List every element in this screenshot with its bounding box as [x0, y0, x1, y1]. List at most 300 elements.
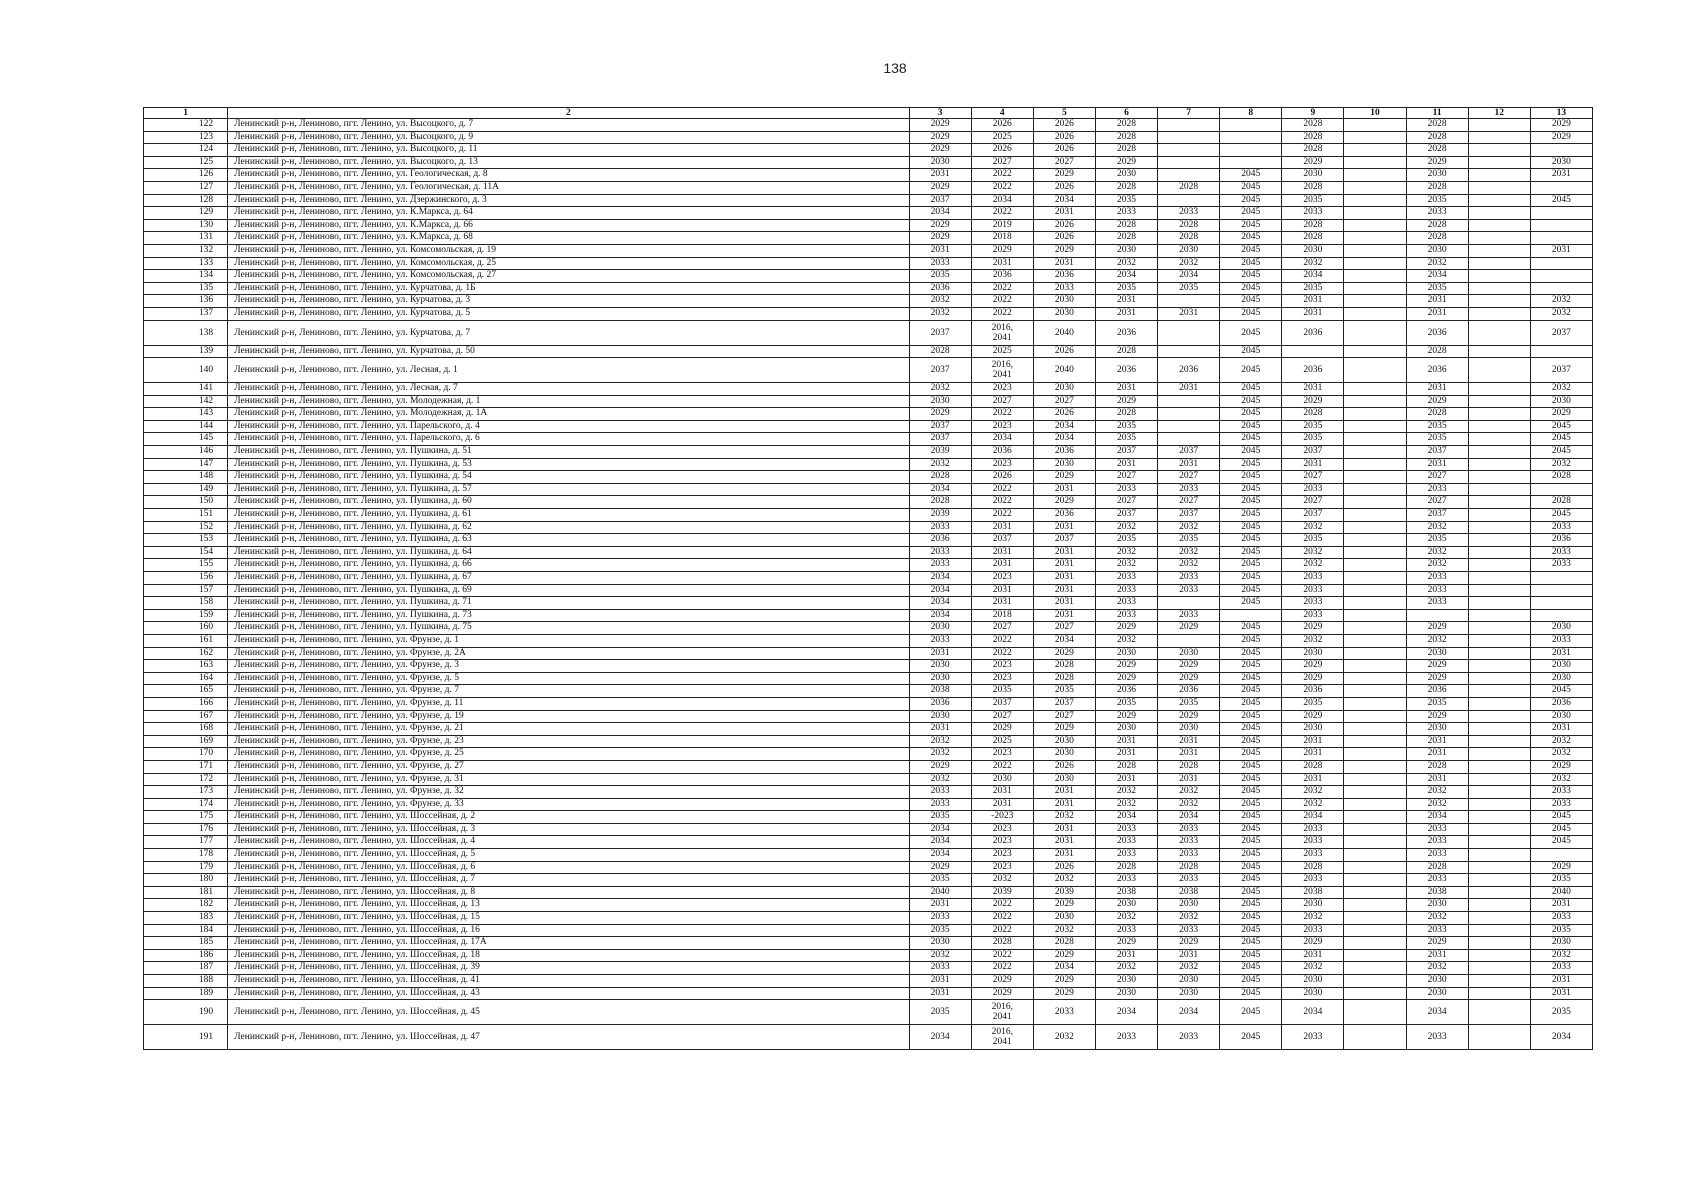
year-cell-col-10 [1344, 181, 1406, 194]
year-cell-col-12 [1468, 861, 1530, 874]
address-cell: Ленинский р-н, Лениново, пгт. Ленино, ул. К.Маркса, д. 66 [228, 219, 909, 232]
year-cell-col-8: 2045 [1220, 773, 1282, 786]
year-cell-col-12 [1468, 169, 1530, 182]
row-number: 159 [144, 609, 228, 622]
year-cell-col-9: 2033 [1282, 823, 1344, 836]
year-cell-col-7: 2031 [1158, 307, 1220, 320]
year-cell-col-9: 2029 [1282, 672, 1344, 685]
year-cell-col-13: 2031 [1530, 975, 1592, 988]
year-cell-col-4 [971, 1025, 1033, 1050]
year-cell-col-9: 2029 [1282, 937, 1344, 950]
year-cell-col-13: 2031 [1530, 244, 1592, 257]
year-cell-col-6: 2037 [1095, 446, 1157, 459]
year-cell-col-4: 2029 [971, 987, 1033, 1000]
year-cell-col-10 [1344, 723, 1406, 736]
year-cell-col-3: 2033 [909, 257, 971, 270]
row-number: 128 [144, 194, 228, 207]
year-cell-col-7: 2033 [1158, 849, 1220, 862]
year-cell-col-3: 2034 [909, 584, 971, 597]
year-cell-col-11: 2029 [1406, 710, 1468, 723]
year-cell-col-4: 2022 [971, 207, 1033, 220]
year-cell-col-13: 2032 [1530, 295, 1592, 308]
year-cell-col-13: 2045 [1530, 433, 1592, 446]
year-cell-col-10 [1344, 207, 1406, 220]
year-cell-col-6: 2032 [1095, 912, 1157, 925]
address-cell: Ленинский р-н, Лениново, пгт. Ленино, ул. Шоссейная, д. 5 [228, 849, 909, 862]
year-cell-col-4: 2026 [971, 144, 1033, 157]
year-cell-col-7: 2029 [1158, 622, 1220, 635]
row-number: 174 [144, 798, 228, 811]
year-cell-col-6: 2028 [1095, 408, 1157, 421]
year-cell-col-6: 2031 [1095, 949, 1157, 962]
year-cell-col-13: 2037 [1530, 320, 1592, 345]
year-cell-col-6: 2034 [1095, 270, 1157, 283]
year-cell-col-6: 2036 [1095, 685, 1157, 698]
year-cell-col-4: 2034 [971, 433, 1033, 446]
year-cell-col-12 [1468, 458, 1530, 471]
year-cell-col-6: 2029 [1095, 622, 1157, 635]
year-cell-col-11: 2029 [1406, 660, 1468, 673]
year-cell-col-8: 2045 [1220, 307, 1282, 320]
year-cell-col-3: 2029 [909, 131, 971, 144]
year-cell-col-10 [1344, 584, 1406, 597]
year-cell-col-5: 2034 [1033, 433, 1095, 446]
year-cell-col-7: 2032 [1158, 786, 1220, 799]
year-cell-col-11: 2035 [1406, 420, 1468, 433]
year-cell-col-12 [1468, 270, 1530, 283]
year-cell-col-5: 2028 [1033, 937, 1095, 950]
table-row [144, 1000, 1593, 1025]
year-cell-col-13 [1530, 483, 1592, 496]
year-cell-col-6: 2029 [1095, 660, 1157, 673]
address-cell: Ленинский р-н, Лениново, пгт. Ленино, ул. Пушкина, д. 67 [228, 572, 909, 585]
year-cell-col-5: 2027 [1033, 622, 1095, 635]
row-number: 133 [144, 257, 228, 270]
year-cell-col-12 [1468, 723, 1530, 736]
year-cell-col-8: 2045 [1220, 257, 1282, 270]
year-cell-col-12 [1468, 622, 1530, 635]
year-cell-col-10 [1344, 811, 1406, 824]
year-cell-col-6: 2031 [1095, 307, 1157, 320]
year-cell-col-6: 2036 [1095, 320, 1157, 345]
table-row [144, 244, 1593, 257]
year-cell-col-8: 2045 [1220, 1025, 1282, 1050]
year-cell-col-6: 2033 [1095, 1025, 1157, 1050]
year-cell-col-13: 2035 [1530, 1000, 1592, 1025]
year-cell-col-11: 2033 [1406, 207, 1468, 220]
year-cell-col-11: 2037 [1406, 446, 1468, 459]
year-cell-col-13: 2030 [1530, 660, 1592, 673]
column-header-10: 10 [1344, 108, 1406, 119]
year-cell-col-3: 2033 [909, 962, 971, 975]
year-cell-col-3: 2037 [909, 194, 971, 207]
address-cell: Ленинский р-н, Лениново, пгт. Ленино, ул. Лесная, д. 7 [228, 383, 909, 396]
address-cell: Ленинский р-н, Лениново, пгт. Ленино, ул. Фрунзе, д. 25 [228, 748, 909, 761]
year-cell-col-4 [971, 320, 1033, 345]
table-row [144, 634, 1593, 647]
year-cell-col-7: 2037 [1158, 509, 1220, 522]
multi-year-value: 2016, 2041 [991, 322, 1013, 343]
year-cell-col-10 [1344, 710, 1406, 723]
year-cell-col-6: 2033 [1095, 874, 1157, 887]
year-cell-col-12 [1468, 975, 1530, 988]
year-cell-col-12 [1468, 446, 1530, 459]
year-cell-col-4: 2036 [971, 270, 1033, 283]
year-cell-col-3: 2032 [909, 735, 971, 748]
year-cell-col-6: 2032 [1095, 546, 1157, 559]
column-header-7: 7 [1158, 108, 1220, 119]
address-cell: Ленинский р-н, Лениново, пгт. Ленино, ул. Шоссейная, д. 15 [228, 912, 909, 925]
year-cell-col-5: 2031 [1033, 786, 1095, 799]
column-header-9: 9 [1282, 108, 1344, 119]
year-cell-col-12 [1468, 144, 1530, 157]
year-cell-col-3: 2036 [909, 697, 971, 710]
row-number: 150 [144, 496, 228, 509]
year-cell-col-10 [1344, 823, 1406, 836]
column-header-6: 6 [1095, 108, 1157, 119]
year-cell-col-4: 2022 [971, 962, 1033, 975]
address-cell: Ленинский р-н, Лениново, пгт. Ленино, ул. Фрунзе, д. 33 [228, 798, 909, 811]
year-cell-col-13: 2033 [1530, 521, 1592, 534]
year-cell-col-7: 2037 [1158, 446, 1220, 459]
year-cell-col-6: 2027 [1095, 471, 1157, 484]
year-cell-col-11: 2030 [1406, 647, 1468, 660]
year-cell-col-13: 2032 [1530, 748, 1592, 761]
table-row [144, 811, 1593, 824]
table-row [144, 358, 1593, 383]
schedule-table [143, 107, 1593, 1050]
year-cell-col-3: 2029 [909, 232, 971, 245]
year-cell-col-9: 2037 [1282, 509, 1344, 522]
row-number: 165 [144, 685, 228, 698]
row-number: 152 [144, 521, 228, 534]
year-cell-col-7: 2028 [1158, 861, 1220, 874]
year-cell-col-5: 2031 [1033, 257, 1095, 270]
year-cell-col-5: 2035 [1033, 685, 1095, 698]
year-cell-col-13: 2032 [1530, 949, 1592, 962]
year-cell-col-4 [971, 1000, 1033, 1025]
year-cell-col-8: 2045 [1220, 685, 1282, 698]
year-cell-col-8: 2045 [1220, 735, 1282, 748]
year-cell-col-5: 2031 [1033, 836, 1095, 849]
year-cell-col-12 [1468, 295, 1530, 308]
row-number: 140 [144, 358, 228, 383]
year-cell-col-4: 2022 [971, 912, 1033, 925]
year-cell-col-11: 2029 [1406, 156, 1468, 169]
row-number: 182 [144, 899, 228, 912]
year-cell-col-3: 2039 [909, 446, 971, 459]
year-cell-col-5: 2037 [1033, 534, 1095, 547]
year-cell-col-7: 2032 [1158, 798, 1220, 811]
year-cell-col-5: 2031 [1033, 546, 1095, 559]
row-number: 122 [144, 119, 228, 132]
year-cell-col-13: 2031 [1530, 647, 1592, 660]
year-cell-col-9: 2036 [1282, 320, 1344, 345]
year-cell-col-11: 2031 [1406, 383, 1468, 396]
year-cell-col-4: 2023 [971, 383, 1033, 396]
table-row [144, 345, 1593, 358]
year-cell-col-12 [1468, 433, 1530, 446]
year-cell-col-9: 2032 [1282, 962, 1344, 975]
year-cell-col-9: 2031 [1282, 307, 1344, 320]
year-cell-col-9: 2031 [1282, 383, 1344, 396]
year-cell-col-6: 2035 [1095, 697, 1157, 710]
year-cell-col-12 [1468, 609, 1530, 622]
year-cell-col-10 [1344, 446, 1406, 459]
table-row [144, 446, 1593, 459]
year-cell-col-11: 2027 [1406, 471, 1468, 484]
address-cell: Ленинский р-н, Лениново, пгт. Ленино, ул. Курчатова, д. 7 [228, 320, 909, 345]
year-cell-col-3: 2029 [909, 181, 971, 194]
year-cell-col-3: 2034 [909, 597, 971, 610]
year-cell-col-10 [1344, 219, 1406, 232]
year-cell-col-5: 2030 [1033, 773, 1095, 786]
year-cell-col-10 [1344, 962, 1406, 975]
year-cell-col-4: 2022 [971, 169, 1033, 182]
year-cell-col-5: 2032 [1033, 1025, 1095, 1050]
year-cell-col-8: 2045 [1220, 496, 1282, 509]
year-cell-col-9: 2035 [1282, 433, 1344, 446]
year-cell-col-11: 2028 [1406, 861, 1468, 874]
table-row [144, 723, 1593, 736]
year-cell-col-13: 2030 [1530, 710, 1592, 723]
year-cell-col-5: 2040 [1033, 320, 1095, 345]
year-cell-col-13: 2033 [1530, 546, 1592, 559]
year-cell-col-11: 2032 [1406, 546, 1468, 559]
year-cell-col-6: 2033 [1095, 584, 1157, 597]
year-cell-col-9 [1282, 345, 1344, 358]
address-cell: Ленинский р-н, Лениново, пгт. Ленино, ул. К.Маркса, д. 68 [228, 232, 909, 245]
year-cell-col-3: 2034 [909, 483, 971, 496]
table-row [144, 295, 1593, 308]
year-cell-col-3: 2040 [909, 886, 971, 899]
year-cell-col-12 [1468, 383, 1530, 396]
address-cell: Ленинский р-н, Лениново, пгт. Ленино, ул. Фрунзе, д. 3 [228, 660, 909, 673]
year-cell-col-3: 2033 [909, 559, 971, 572]
year-cell-col-10 [1344, 634, 1406, 647]
year-cell-col-4: 2022 [971, 483, 1033, 496]
year-cell-col-7: 2038 [1158, 886, 1220, 899]
year-cell-col-3: 2034 [909, 572, 971, 585]
address-cell: Ленинский р-н, Лениново, пгт. Ленино, ул. Пушкина, д. 54 [228, 471, 909, 484]
year-cell-col-10 [1344, 471, 1406, 484]
year-cell-col-13: 2028 [1530, 496, 1592, 509]
year-cell-col-7: 2030 [1158, 723, 1220, 736]
year-cell-col-6: 2037 [1095, 509, 1157, 522]
year-cell-col-6: 2030 [1095, 244, 1157, 257]
row-number: 147 [144, 458, 228, 471]
year-cell-col-4: 2022 [971, 509, 1033, 522]
year-cell-col-12 [1468, 119, 1530, 132]
year-cell-col-13: 2030 [1530, 937, 1592, 950]
year-cell-col-7 [1158, 156, 1220, 169]
address-cell: Ленинский р-н, Лениново, пгт. Ленино, ул. Шоссейная, д. 6 [228, 861, 909, 874]
year-cell-col-11: 2033 [1406, 572, 1468, 585]
year-cell-col-13 [1530, 849, 1592, 862]
year-cell-col-9: 2033 [1282, 609, 1344, 622]
year-cell-col-11: 2028 [1406, 408, 1468, 421]
year-cell-col-13: 2031 [1530, 723, 1592, 736]
year-cell-col-13 [1530, 144, 1592, 157]
year-cell-col-7 [1158, 144, 1220, 157]
year-cell-col-9: 2027 [1282, 496, 1344, 509]
row-number: 186 [144, 949, 228, 962]
year-cell-col-11: 2031 [1406, 949, 1468, 962]
year-cell-col-10 [1344, 773, 1406, 786]
year-cell-col-12 [1468, 748, 1530, 761]
year-cell-col-8: 2045 [1220, 823, 1282, 836]
table-row [144, 937, 1593, 950]
year-cell-col-3: 2033 [909, 546, 971, 559]
year-cell-col-9: 2028 [1282, 131, 1344, 144]
row-number: 188 [144, 975, 228, 988]
table-row [144, 496, 1593, 509]
year-cell-col-8: 2045 [1220, 232, 1282, 245]
year-cell-col-13: 2045 [1530, 823, 1592, 836]
year-cell-col-4: 2037 [971, 534, 1033, 547]
year-cell-col-9: 2032 [1282, 798, 1344, 811]
year-cell-col-12 [1468, 395, 1530, 408]
year-cell-col-11: 2032 [1406, 257, 1468, 270]
table-row [144, 773, 1593, 786]
year-cell-col-7: 2033 [1158, 1025, 1220, 1050]
year-cell-col-3: 2030 [909, 156, 971, 169]
year-cell-col-6: 2035 [1095, 194, 1157, 207]
year-cell-col-12 [1468, 836, 1530, 849]
year-cell-col-9: 2028 [1282, 232, 1344, 245]
year-cell-col-9: 2028 [1282, 760, 1344, 773]
row-number: 173 [144, 786, 228, 799]
row-number: 153 [144, 534, 228, 547]
year-cell-col-6: 2032 [1095, 798, 1157, 811]
year-cell-col-6: 2034 [1095, 1000, 1157, 1025]
year-cell-col-7: 2032 [1158, 521, 1220, 534]
table-row [144, 798, 1593, 811]
year-cell-col-11: 2030 [1406, 723, 1468, 736]
year-cell-col-9: 2031 [1282, 773, 1344, 786]
year-cell-col-4: 2022 [971, 282, 1033, 295]
year-cell-col-12 [1468, 823, 1530, 836]
year-cell-col-8: 2045 [1220, 295, 1282, 308]
row-number: 141 [144, 383, 228, 396]
year-cell-col-13: 2029 [1530, 760, 1592, 773]
year-cell-col-6: 2035 [1095, 534, 1157, 547]
address-cell: Ленинский р-н, Лениново, пгт. Ленино, ул. Шоссейная, д. 8 [228, 886, 909, 899]
year-cell-col-11: 2030 [1406, 244, 1468, 257]
year-cell-col-9: 2029 [1282, 156, 1344, 169]
column-header-8: 8 [1220, 108, 1282, 119]
year-cell-col-12 [1468, 1025, 1530, 1050]
year-cell-col-9: 2029 [1282, 622, 1344, 635]
year-cell-col-11: 2027 [1406, 496, 1468, 509]
year-cell-col-10 [1344, 307, 1406, 320]
year-cell-col-11: 2036 [1406, 685, 1468, 698]
address-cell: Ленинский р-н, Лениново, пгт. Ленино, ул. Парельского, д. 6 [228, 433, 909, 446]
year-cell-col-6: 2035 [1095, 433, 1157, 446]
year-cell-col-7 [1158, 433, 1220, 446]
year-cell-col-11: 2033 [1406, 823, 1468, 836]
year-cell-col-10 [1344, 849, 1406, 862]
year-cell-col-13 [1530, 181, 1592, 194]
year-cell-col-6: 2033 [1095, 572, 1157, 585]
year-cell-col-11: 2028 [1406, 219, 1468, 232]
year-cell-col-13 [1530, 219, 1592, 232]
year-cell-col-6: 2030 [1095, 723, 1157, 736]
year-cell-col-12 [1468, 798, 1530, 811]
year-cell-col-9: 2031 [1282, 458, 1344, 471]
year-cell-col-3: 2037 [909, 358, 971, 383]
year-cell-col-8: 2045 [1220, 471, 1282, 484]
address-cell: Ленинский р-н, Лениново, пгт. Ленино, ул. Фрунзе, д. 5 [228, 672, 909, 685]
year-cell-col-3: 2035 [909, 924, 971, 937]
year-cell-col-3: 2030 [909, 660, 971, 673]
table-row [144, 962, 1593, 975]
table-row [144, 861, 1593, 874]
year-cell-col-3: 2037 [909, 420, 971, 433]
year-cell-col-10 [1344, 760, 1406, 773]
year-cell-col-7: 2034 [1158, 811, 1220, 824]
year-cell-col-8: 2045 [1220, 760, 1282, 773]
year-cell-col-12 [1468, 773, 1530, 786]
address-cell: Ленинский р-н, Лениново, пгт. Ленино, ул. Фрунзе, д. 7 [228, 685, 909, 698]
year-cell-col-10 [1344, 685, 1406, 698]
year-cell-col-5: 2026 [1033, 760, 1095, 773]
year-cell-col-13: 2029 [1530, 119, 1592, 132]
year-cell-col-12 [1468, 546, 1530, 559]
year-cell-col-13: 2036 [1530, 534, 1592, 547]
table-row [144, 534, 1593, 547]
year-cell-col-7: 2034 [1158, 270, 1220, 283]
year-cell-col-7: 2030 [1158, 647, 1220, 660]
multi-year-value: 2016, 2041 [991, 360, 1013, 381]
year-cell-col-13: 2031 [1530, 899, 1592, 912]
year-cell-col-13: 2029 [1530, 408, 1592, 421]
year-cell-col-12 [1468, 358, 1530, 383]
year-cell-col-10 [1344, 119, 1406, 132]
year-cell-col-3: 2033 [909, 786, 971, 799]
year-cell-col-5: 2029 [1033, 723, 1095, 736]
year-cell-col-9: 2037 [1282, 446, 1344, 459]
year-cell-col-10 [1344, 798, 1406, 811]
year-cell-col-12 [1468, 634, 1530, 647]
year-cell-col-13: 2029 [1530, 861, 1592, 874]
year-cell-col-10 [1344, 874, 1406, 887]
address-cell: Ленинский р-н, Лениново, пгт. Ленино, ул. Шоссейная, д. 39 [228, 962, 909, 975]
table-row [144, 597, 1593, 610]
year-cell-col-5: 2027 [1033, 710, 1095, 723]
year-cell-col-11: 2028 [1406, 131, 1468, 144]
year-cell-col-8: 2045 [1220, 408, 1282, 421]
schedule-table-container [143, 107, 1593, 1050]
row-number: 177 [144, 836, 228, 849]
year-cell-col-12 [1468, 244, 1530, 257]
table-row [144, 270, 1593, 283]
year-cell-col-8: 2045 [1220, 987, 1282, 1000]
year-cell-col-10 [1344, 496, 1406, 509]
year-cell-col-13: 2030 [1530, 672, 1592, 685]
year-cell-col-4: 2022 [971, 181, 1033, 194]
address-cell: Ленинский р-н, Лениново, пгт. Ленино, ул. Фрунзе, д. 32 [228, 786, 909, 799]
year-cell-col-3: 2030 [909, 622, 971, 635]
table-row [144, 408, 1593, 421]
year-cell-col-5: 2029 [1033, 949, 1095, 962]
year-cell-col-6: 2028 [1095, 232, 1157, 245]
year-cell-col-6: 2032 [1095, 559, 1157, 572]
year-cell-col-9: 2035 [1282, 420, 1344, 433]
row-number: 181 [144, 886, 228, 899]
year-cell-col-3: 2031 [909, 244, 971, 257]
year-cell-col-11: 2031 [1406, 735, 1468, 748]
